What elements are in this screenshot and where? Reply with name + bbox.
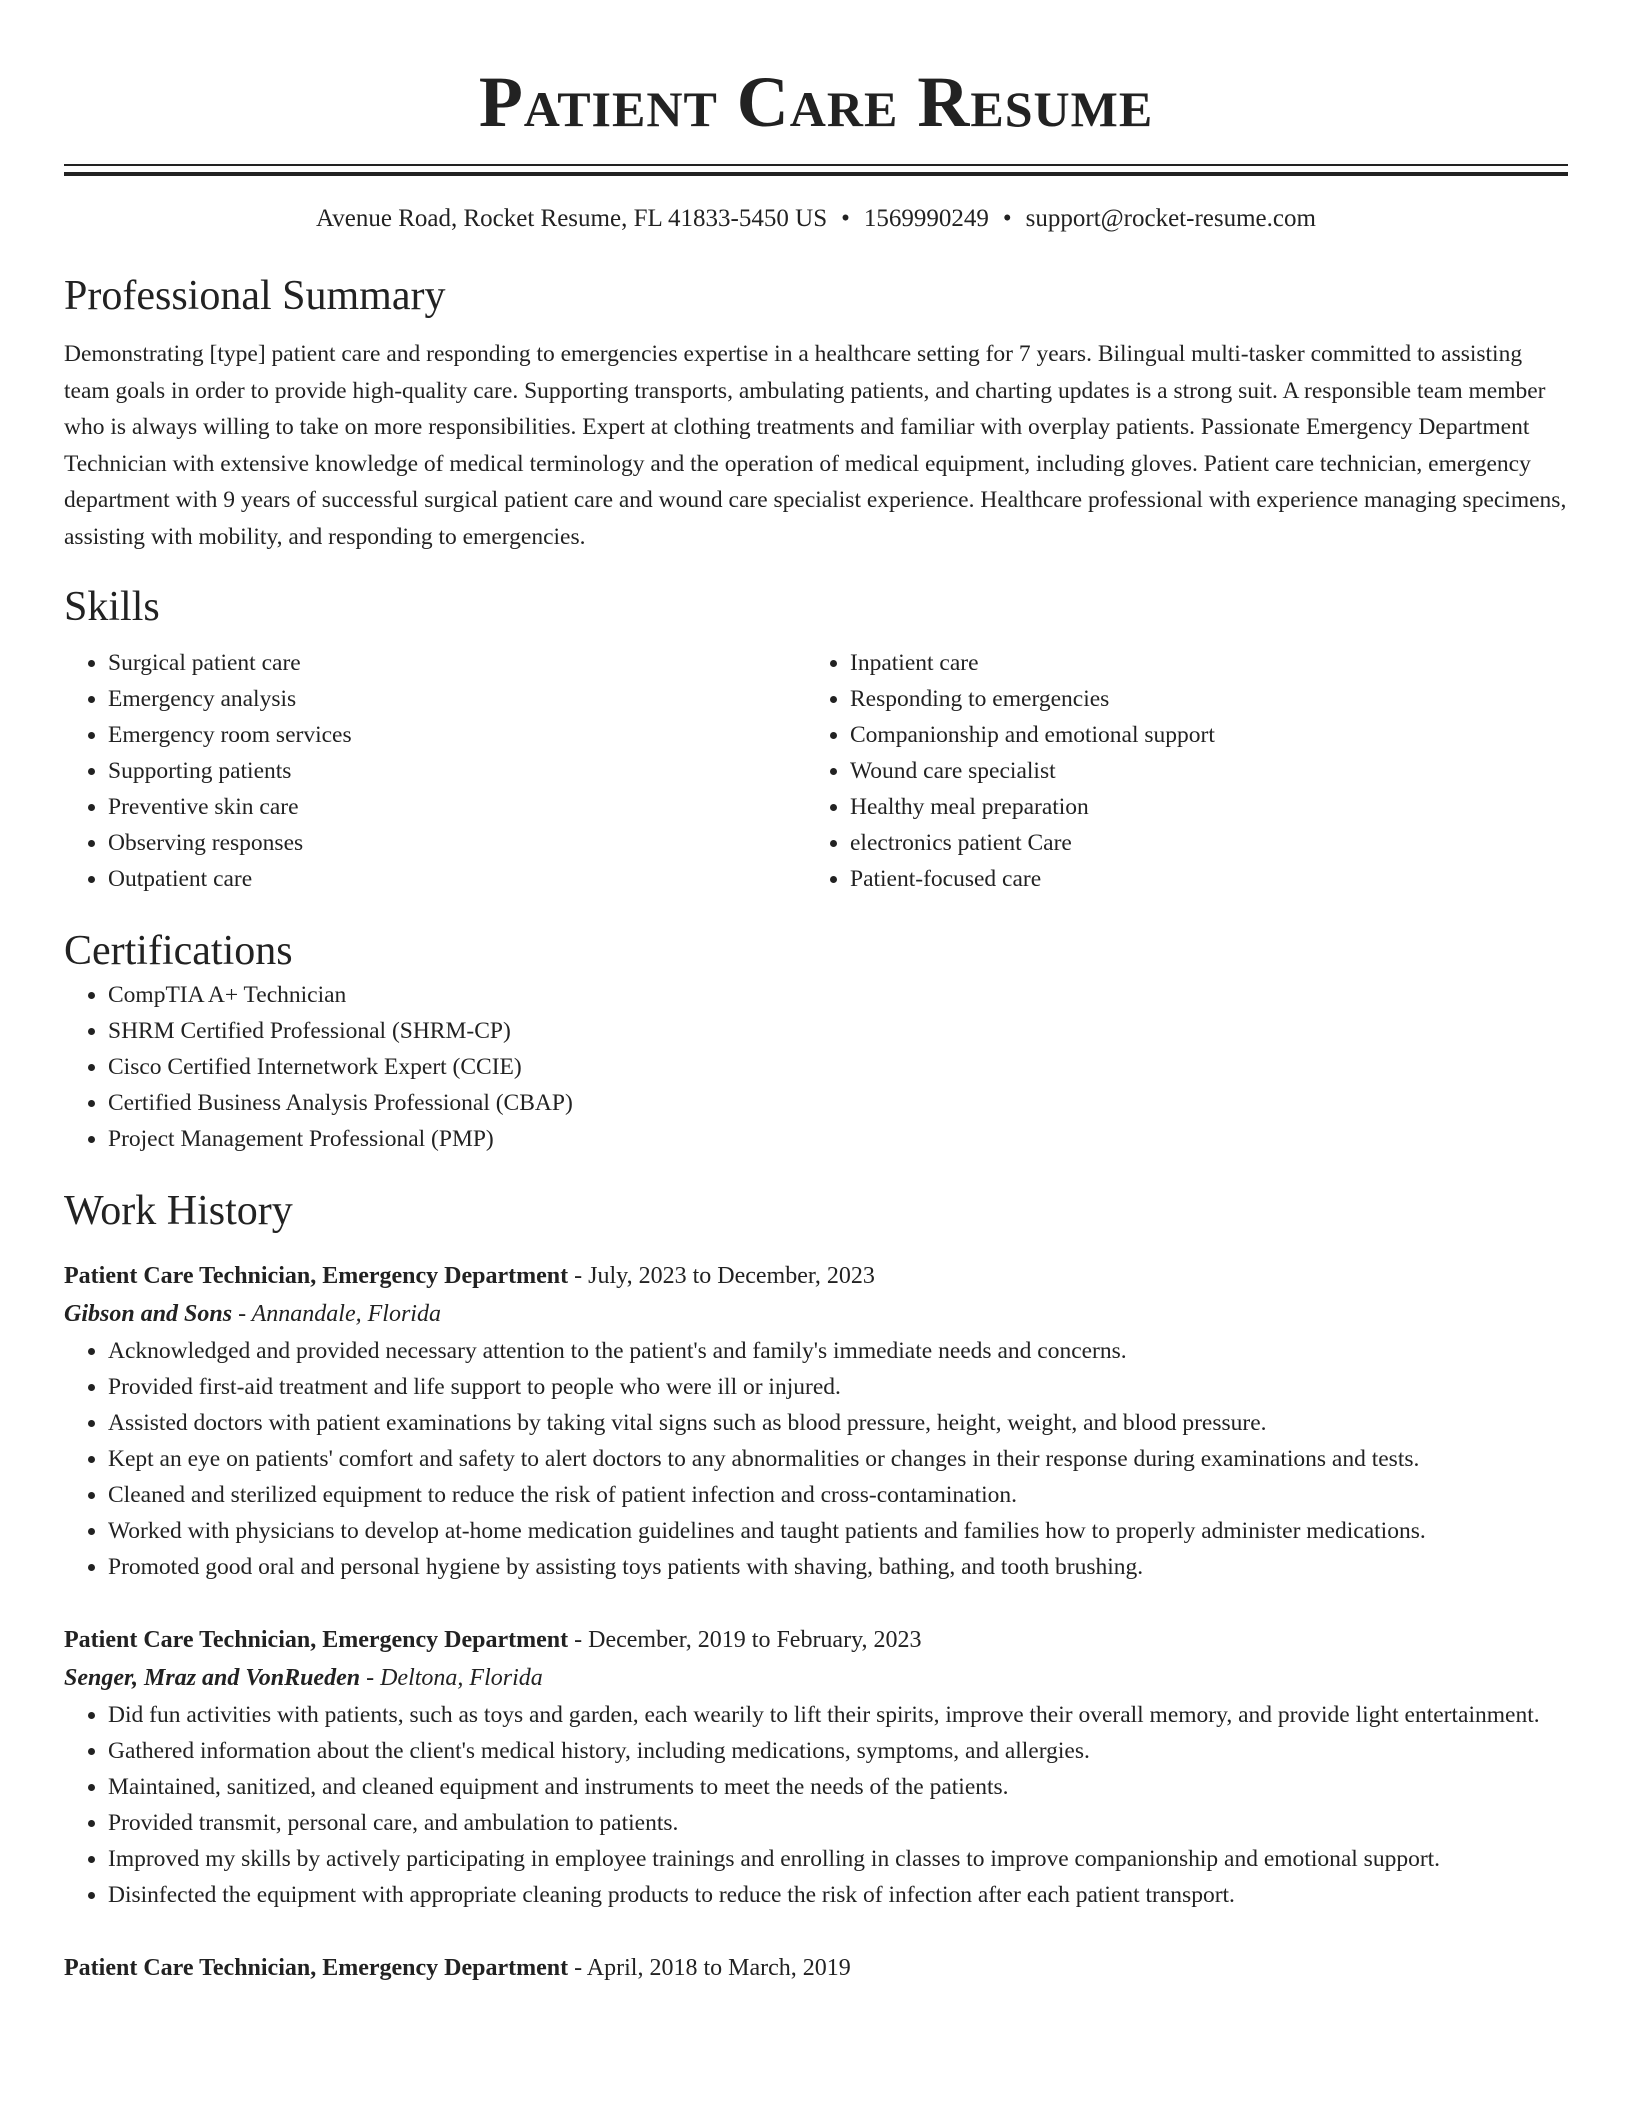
job-duties-list xyxy=(64,1697,1568,1913)
skill-item: • Inpatient care xyxy=(850,645,1548,681)
job-duty: • Improved my skills by actively participating in employee trainings and enrolling in classes to improve companionship and emotional support. xyxy=(108,1841,1568,1877)
job-duty: • Did fun activities with patients, such as toys and garden, each wearily to lift their spirits, improve their overall memory, and provide light entertainment. xyxy=(108,1697,1568,1733)
skills-list-left xyxy=(64,645,806,897)
job-location: - Annandale, Florida xyxy=(232,1301,441,1327)
contact-address: Avenue Road, Rocket Resume, FL 41833-5450 US xyxy=(316,205,828,232)
certifications-list xyxy=(64,977,1568,1157)
skills-grid xyxy=(64,645,1568,897)
skill-item: • Preventive skin care xyxy=(108,789,806,825)
job-dates: - December, 2019 to February, 2023 xyxy=(568,1627,922,1653)
resume-title: Patient Care Resume xyxy=(478,62,1154,142)
job-title-line xyxy=(64,1257,1568,1295)
contact-separator: • xyxy=(1002,205,1012,232)
skill-item: • Emergency room services xyxy=(108,717,806,753)
job-title-line xyxy=(64,1949,1568,1987)
job-entry xyxy=(64,1257,1568,1585)
skills-list-right xyxy=(806,645,1548,897)
job-title-line xyxy=(64,1621,1568,1659)
job-duty: • Provided transmit, personal care, and ambulation to patients. xyxy=(108,1805,1568,1841)
job-dates: - April, 2018 to March, 2019 xyxy=(568,1955,851,1981)
certifications-section xyxy=(64,925,1568,1157)
certifications-heading: Certifications xyxy=(64,928,293,974)
job-duty: • Gathered information about the client's medical history, including medications, symptoms, and allergies. xyxy=(108,1733,1568,1769)
job-dates: - July, 2023 to December, 2023 xyxy=(568,1263,875,1289)
certification-item: • Cisco Certified Internetwork Expert (CCIE) xyxy=(108,1049,1568,1085)
job-company: Senger, Mraz and VonRueden xyxy=(64,1665,361,1691)
job-duty: • Promoted good oral and personal hygiene by assisting toys patients with shaving, bathing, and tooth brushing. xyxy=(108,1549,1568,1585)
job-duty: • Provided first-aid treatment and life support to people who were ill or injured. xyxy=(108,1369,1568,1405)
skills-column-left xyxy=(64,645,806,897)
summary-text: Demonstrating [type] patient care and responding to emergencies expertise in a healthcare setting for 7 years. Bilingual multi-tasker committed to assisting team goals in order to provide high-quality care. Supporting transports, ambulating patients, and charting updates is a strong suit. A responsible team member who is always willing to take on more responsibilities. Expert at clothing treatments and familiar with overplay patients. Passionate Emergency Department Technician with extensive knowledge of medical terminology and the operation of medical equipment, including gloves. Patient care technician, emergency department with 9 years of successful surgical patient care and wound care specialist experience. Healthcare professional with experience managing specimens, assisting with mobility, and responding to emergencies. xyxy=(64,341,1567,550)
work-history-heading: Work History xyxy=(64,1188,293,1234)
skill-item: • Emergency analysis xyxy=(108,681,806,717)
skills-section xyxy=(64,581,1568,897)
job-duty: • Maintained, sanitized, and cleaned equipment and instruments to meet the needs of the patients. xyxy=(108,1769,1568,1805)
job-title: Patient Care Technician, Emergency Department xyxy=(64,1627,569,1653)
job-company-line xyxy=(64,1295,1568,1333)
title-double-rule xyxy=(64,164,1568,176)
job-duty: • Kept an eye on patients' comfort and safety to alert doctors to any abnormalities or changes in their response during examinations and tests. xyxy=(108,1441,1568,1477)
job-company-line xyxy=(64,1659,1568,1697)
skill-item: • Patient-focused care xyxy=(850,861,1548,897)
certification-item: • CompTIA A+ Technician xyxy=(108,977,1568,1013)
job-duty: • Worked with physicians to develop at-home medication guidelines and taught patients and families how to properly administer medications. xyxy=(108,1513,1568,1549)
job-duty: • Acknowledged and provided necessary attention to the patient's and family's immediate needs and concerns. xyxy=(108,1333,1568,1369)
work-history-section xyxy=(64,1185,1568,1987)
job-location: - Deltona, Florida xyxy=(360,1665,543,1691)
job-duty: • Disinfected the equipment with appropriate cleaning products to reduce the risk of infection after each patient transport. xyxy=(108,1877,1568,1913)
certification-item: • Project Management Professional (PMP) xyxy=(108,1121,1568,1157)
job-title: Patient Care Technician, Emergency Department xyxy=(64,1263,569,1289)
skill-item: • Supporting patients xyxy=(108,753,806,789)
contact-separator: • xyxy=(841,205,850,232)
skill-item: • Surgical patient care xyxy=(108,645,806,681)
job-duty: • Assisted doctors with patient examinations by taking vital signs such as blood pressure, height, weight, and blood pressure. xyxy=(108,1405,1568,1441)
certification-item: • Certified Business Analysis Professional (CBAP) xyxy=(108,1085,1568,1121)
skills-heading: Skills xyxy=(64,584,160,630)
certification-item: • SHRM Certified Professional (SHRM-CP) xyxy=(108,1013,1568,1049)
skill-item: • Companionship and emotional support xyxy=(850,717,1548,753)
contact-email: support@rocket-resume.com xyxy=(1025,205,1316,232)
contact-line xyxy=(64,202,1568,236)
job-title: Patient Care Technician, Emergency Department xyxy=(64,1955,569,1981)
skill-item: • Responding to emergencies xyxy=(850,681,1548,717)
job-company: Gibson and Sons xyxy=(64,1301,233,1327)
contact-phone: 1569990249 xyxy=(863,205,989,232)
skill-item: • Outpatient care xyxy=(108,861,806,897)
job-entry xyxy=(64,1621,1568,1913)
skill-item: • Wound care specialist xyxy=(850,753,1548,789)
summary-section xyxy=(64,270,1568,555)
job-entry xyxy=(64,1949,1568,1987)
summary-heading: Professional Summary xyxy=(64,273,446,319)
job-duties-list xyxy=(64,1333,1568,1585)
job-duty: • Cleaned and sterilized equipment to reduce the risk of patient infection and cross-contamination. xyxy=(108,1477,1568,1513)
skills-column-right xyxy=(806,645,1548,897)
skill-item: • electronics patient Care xyxy=(850,825,1548,861)
skill-item: • Healthy meal preparation xyxy=(850,789,1548,825)
skill-item: • Observing responses xyxy=(108,825,806,861)
